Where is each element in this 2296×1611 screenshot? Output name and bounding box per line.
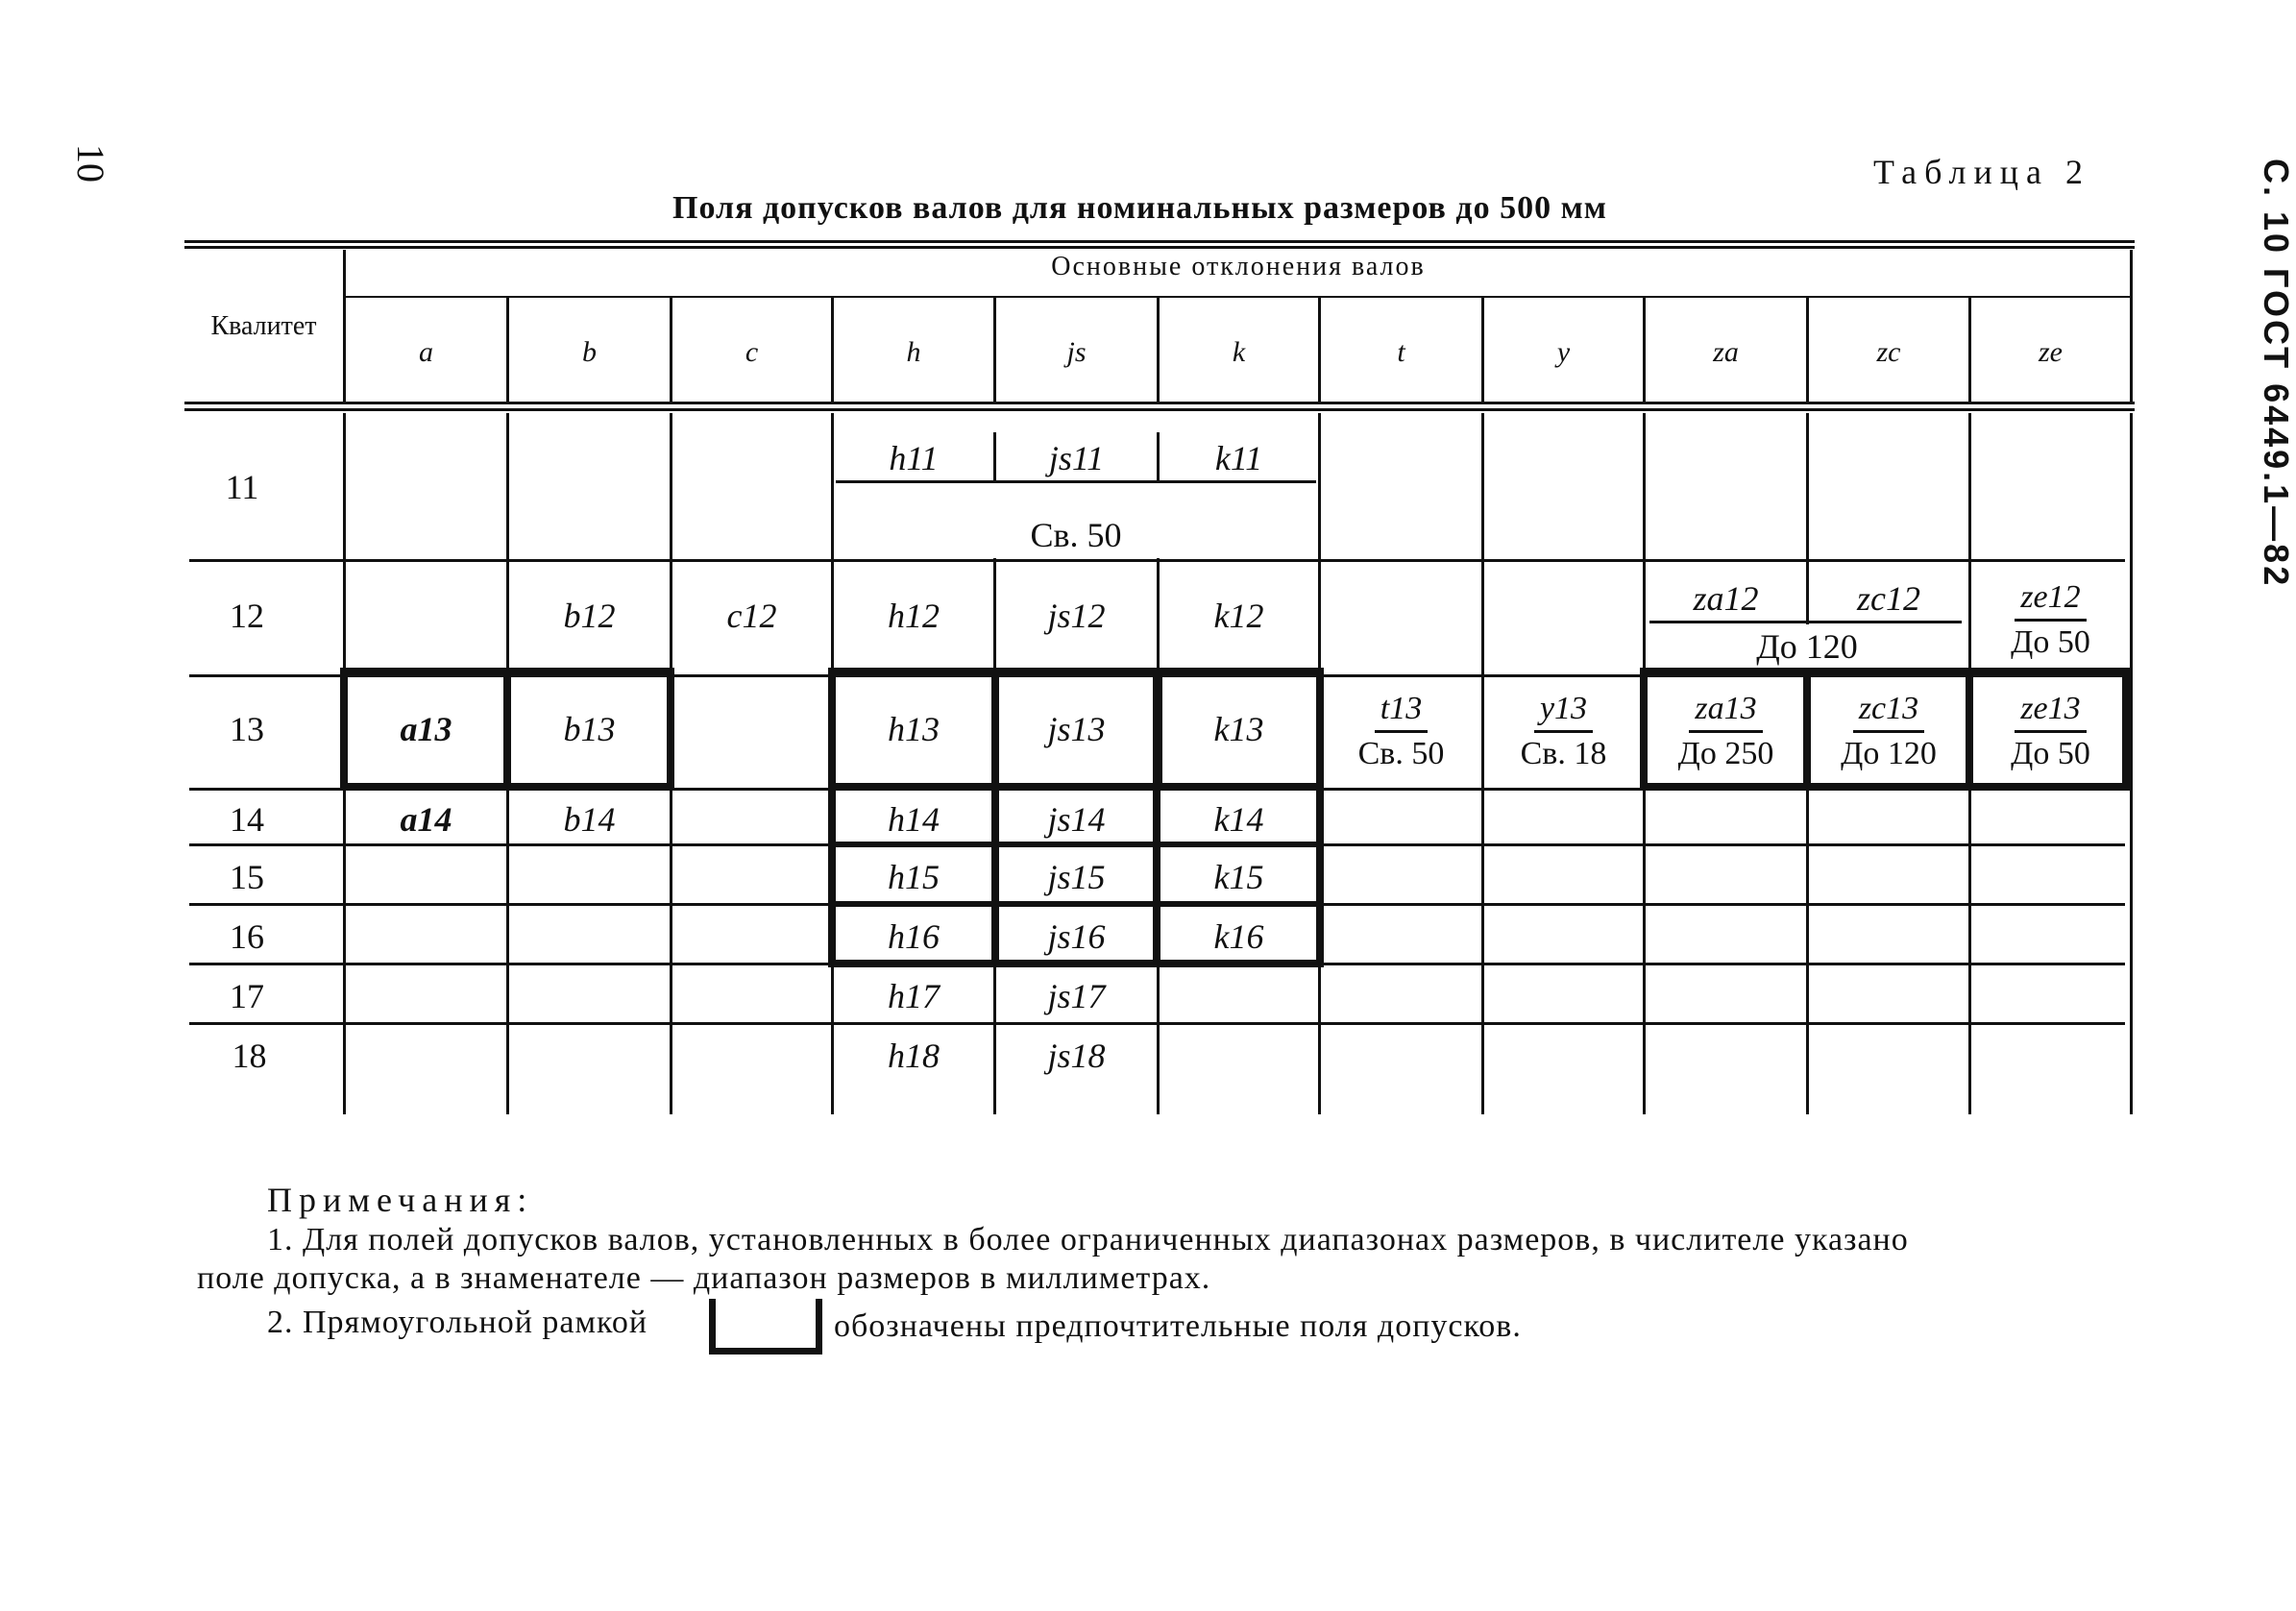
cell-h15: h15 xyxy=(888,858,940,896)
zc13-range: До 120 xyxy=(1841,736,1937,771)
cell-ze12 xyxy=(1971,576,2130,664)
cell-js18: js18 xyxy=(1047,1037,1106,1075)
table-label: Таблица 2 xyxy=(1873,153,2090,191)
cell-za12: za12 xyxy=(1693,579,1759,618)
table-title: Поля допусков валов для номинальных размеров до 500 мм xyxy=(672,190,1607,226)
cell-js11: js11 xyxy=(1048,439,1105,477)
note-1-line-2: поле допуска, а в знаменателе — диапазон размеров в миллиметрах. xyxy=(197,1260,1211,1296)
cell-k13: k13 xyxy=(1213,710,1264,748)
ze13-value: ze13 xyxy=(2015,688,2086,733)
za13-range: До 250 xyxy=(1677,736,1774,771)
side-standard-code: С. 10 ГОСТ 6449.1—82 xyxy=(2257,159,2296,589)
note-2-after-box: обозначены предпочтительные поля допусков. xyxy=(834,1308,1522,1344)
cell-range-za-zc-12: До 120 xyxy=(1756,627,1858,666)
ze12-range: До 50 xyxy=(2011,624,2090,660)
cell-h11: h11 xyxy=(889,439,939,477)
col-header-h: h xyxy=(906,336,921,368)
cell-h13: h13 xyxy=(888,710,940,748)
cell-b13: b13 xyxy=(563,710,616,748)
row-label-12: 12 xyxy=(230,597,264,635)
col-header-zc: zc xyxy=(1876,336,1901,368)
row-label-11: 11 xyxy=(225,468,259,506)
cell-a14: a14 xyxy=(400,800,452,839)
cell-t13 xyxy=(1321,688,1481,775)
cell-a13: a13 xyxy=(400,710,452,748)
page-number: 10 xyxy=(69,144,112,183)
col-header-js: js xyxy=(1066,336,1087,368)
col-header-b: b xyxy=(582,336,597,368)
cell-b14: b14 xyxy=(563,800,616,839)
row-label-13: 13 xyxy=(230,710,264,748)
cell-js14: js14 xyxy=(1047,800,1106,839)
cell-k12: k12 xyxy=(1213,597,1264,635)
y13-value: y13 xyxy=(1534,688,1593,733)
row-label-15: 15 xyxy=(230,858,264,896)
t13-range: Св. 50 xyxy=(1357,736,1445,771)
row-label-16: 16 xyxy=(230,917,264,956)
cell-js15: js15 xyxy=(1047,858,1106,896)
cell-k11: k11 xyxy=(1214,439,1263,477)
cell-h16: h16 xyxy=(888,917,940,956)
cell-b12: b12 xyxy=(563,597,616,635)
row-label-14: 14 xyxy=(230,800,264,839)
cell-js12: js12 xyxy=(1047,597,1106,635)
header-group: Основные отклонения валов xyxy=(1051,252,1426,281)
row-label-18: 18 xyxy=(232,1037,267,1075)
cell-ze13 xyxy=(1971,688,2130,775)
cell-zc12: zc12 xyxy=(1857,579,1920,618)
tolerance-table xyxy=(184,240,2135,1114)
note-2-before-box: 2. Прямоугольной рамкой xyxy=(267,1305,648,1340)
col-header-k: k xyxy=(1232,336,1246,368)
header-kvalitet: Квалитет xyxy=(210,311,317,341)
col-header-za: za xyxy=(1713,336,1739,368)
preferred-frame-sample xyxy=(709,1299,822,1355)
note-1-line-1: 1. Для полей допусков валов, установленных в более ограниченных диапазонах размеров, в числителе указано xyxy=(267,1222,1909,1257)
za13-value: za13 xyxy=(1689,688,1762,733)
col-header-c: c xyxy=(745,336,759,368)
t13-value: t13 xyxy=(1375,688,1428,733)
col-header-t: t xyxy=(1397,336,1405,368)
row-label-17: 17 xyxy=(230,977,264,1015)
ze12-value: ze12 xyxy=(2015,576,2086,622)
y13-range: Св. 18 xyxy=(1520,736,1607,771)
cell-za13 xyxy=(1646,688,1806,775)
col-header-y: y xyxy=(1556,336,1571,368)
zc13-value: zc13 xyxy=(1853,688,1924,733)
notes-title: Примечания: xyxy=(267,1181,534,1219)
cell-h14: h14 xyxy=(888,800,940,839)
ze13-range: До 50 xyxy=(2011,736,2090,771)
cell-h12: h12 xyxy=(888,597,940,635)
cell-js17: js17 xyxy=(1047,977,1106,1015)
cell-js16: js16 xyxy=(1047,917,1106,956)
col-header-ze: ze xyxy=(2039,336,2063,368)
cell-h18: h18 xyxy=(888,1037,940,1075)
cell-range-11: Св. 50 xyxy=(1030,516,1122,554)
cell-js13: js13 xyxy=(1047,710,1106,748)
cell-h17: h17 xyxy=(888,977,940,1015)
cell-y13 xyxy=(1484,688,1643,775)
cell-zc13 xyxy=(1809,688,1968,775)
cell-c12: c12 xyxy=(726,597,777,635)
col-header-a: a xyxy=(419,336,433,368)
cell-k15: k15 xyxy=(1213,858,1264,896)
cell-k16: k16 xyxy=(1213,917,1264,956)
cell-k14: k14 xyxy=(1213,800,1264,839)
